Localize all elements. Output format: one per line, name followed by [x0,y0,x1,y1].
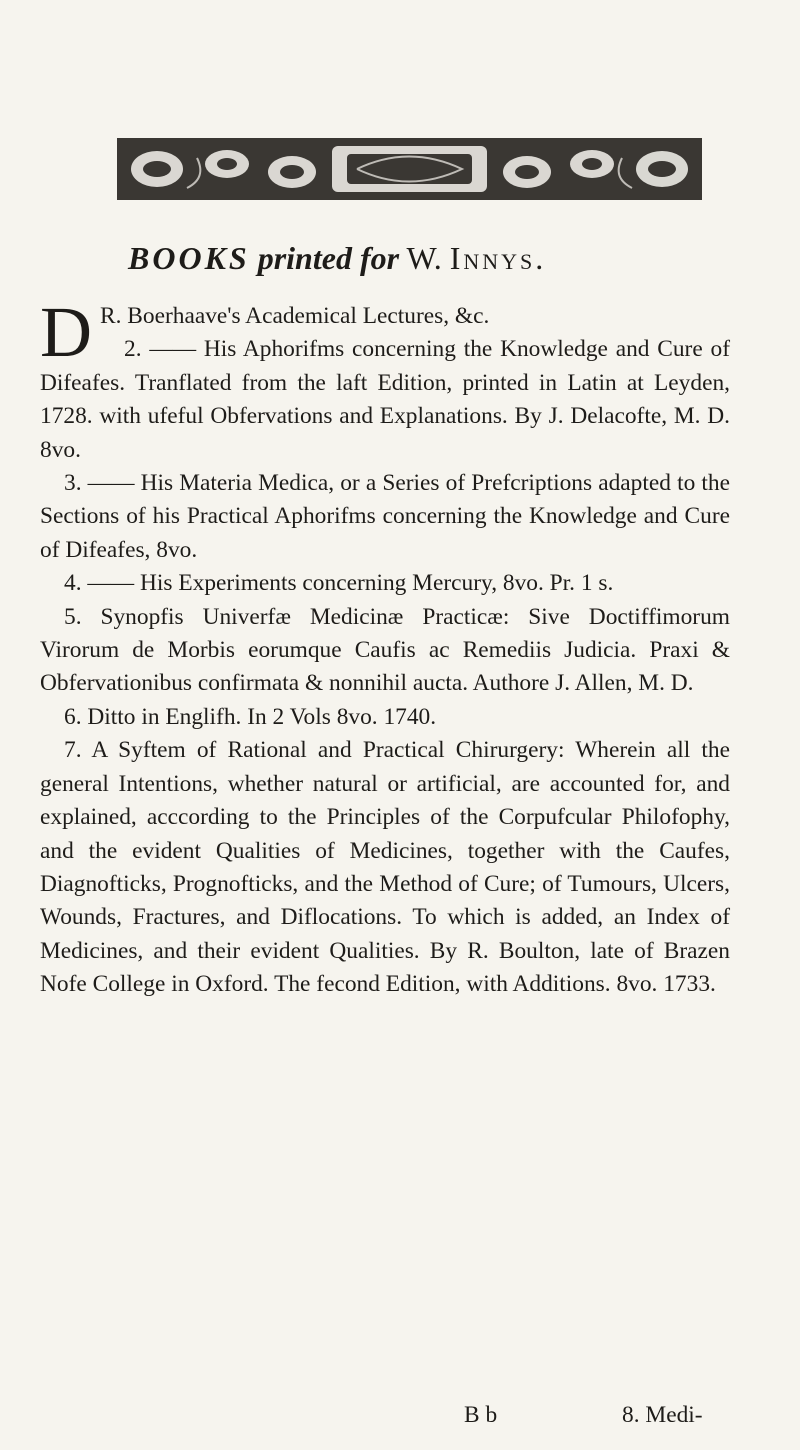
page-footer [40,1398,730,1432]
list-item: 7. A Syftem of Rational and Practical Chirurgery: Wherein all the general Intentions, whether natural or artificial, are accounted for, and explained, acccording to the Principles of the Corpufcular Philofophy, and the evident Qualities of Medicines, together with the Caufes, Diagnofticks, Prognofticks, and the Method of Cure; of Tumours, Ulcers, Wounds, Fractures, and Diflocations. To which is added, an Index of Medicines, and their evident Qualities. By R. Boulton, late of Brazen Nofe College in Oxford. The fecond Edition, with Additions. 8vo. 1733. [40,737,730,998]
signature-mark: B b [464,1402,498,1428]
decorative-headpiece-ornament [117,138,702,200]
heading-books: BOOKS [128,240,250,276]
list-item: 6. Ditto in Englifh. In 2 Vols 8vo. 1740. [64,703,437,730]
heading-printed-for: printed for [257,240,400,276]
book-list [40,292,730,1002]
drop-cap: D [40,292,92,372]
list-item: 3. —— His Materia Medica, or a Series of Prefcriptions adapted to the Sections of his Practical Aphorifms concerning the Knowledge and Cure of Difeafes, 8vo. [40,470,730,563]
catchword: 8. Medi- [622,1402,703,1428]
list-item: 4. —— His Experiments concerning Mercury, 8vo. Pr. 1 s. [64,570,614,597]
list-item: 5. Synopfis Univerfæ Medicinæ Practicæ: Sive Doctiffimorum Virorum de Morbis eorumque Caufis ac Remediis Judicia. Praxi & Obfervationibus confirmata & nonnihil aucta. Authore J. Allen, M. D. [40,603,730,697]
page-heading [128,238,728,278]
heading-name: Innys. [449,240,547,276]
entry-text: R. Boerhaave's Academical Lectures, &c. [100,303,490,329]
list-item: 2. —— His Aphorifms concerning the Knowledge and Cure of Difeafes. Tranflated from the laft Edition, printed in Latin at Leyden, 1728. with ufeful Obfervations and Explanations. By J. Delacofte, M. D. 8vo. [40,336,730,463]
heading-initial: W. [406,240,442,276]
list-item [40,292,730,372]
